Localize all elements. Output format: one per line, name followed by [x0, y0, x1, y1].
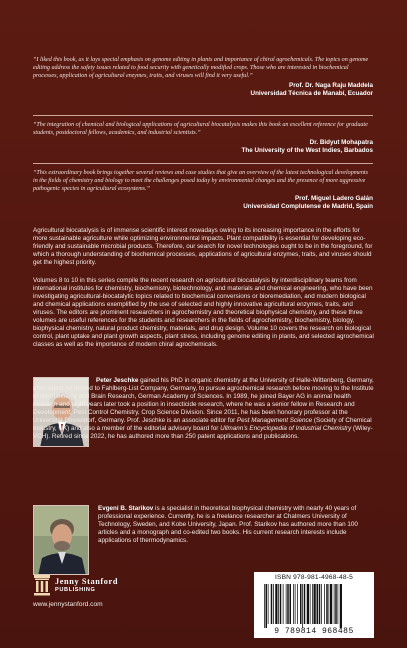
endorsement-quote: “The integration of chemical and biological applications of agricultural biocatalysis makes this book an excellent reference for graduate students, postdoctoral fellows, academics, and industrial scientists.”: [33, 122, 368, 137]
divider: [33, 115, 373, 116]
barcode-bars: [264, 584, 364, 628]
publisher-subtitle: PUBLISHING: [55, 587, 96, 593]
endorsement-2: [33, 121, 373, 155]
author-bio-text: (Wiley-VCH). Retired since 2022, he has authored more than 250 patent applications and publications.: [33, 425, 373, 441]
endorsement-quote: “This extraordinary book brings together several reviews and case studies that give an overview of the latest technological developments in the fields of chemistry and biology to meet the challenges posed today by environmental changes and the presence of more aggressive pathogenic species in agricultural ecosystems.”: [33, 170, 368, 193]
endorsement-name: Dr. Bidyut Mohapatra: [309, 139, 373, 147]
author-bio-starikov: [98, 505, 374, 545]
author-name: Evgeni B. Starikov: [98, 505, 154, 512]
encyclopedia-title: Ullmann’s Encyclopedia of Industrial Chemistry: [220, 425, 352, 433]
author-bio-text: (Society of Chemical Industry, UK) and also a member of the editorial advisory board for: [33, 417, 372, 433]
description-paragraph: Volumes 8 to 10 in this series compile the recent research on agricultural biocatalysis by interdisciplinary teams from international institutes for chemistry, biochemistry, biotechnology, and materials and chemical engineering, who have been investigating agricultural-biocatalytic topics related to biochemical conversions or bioremediation, and modern biological and chemical applications exemplified by the use of selected and highly innovative agricultural enzymes, traits, and viruses. The editors are prominent researchers in agrochemistry and theoretical biophysical chemistry, and these three volumes are useful references for the students and researchers in the fields of agrochemistry, biochemistry, biology, biophysical chemistry, natural product chemistry, materials, and drug design. Volume 10 covers the research on biological control, plant uptake and plant growth aspects, plant stress, including genome editing in plants, and selected agrochemical classes as well as the importance of modern chiral agrochemicals.: [33, 277, 374, 349]
author-bio-text: gained his PhD in organic chemistry at the University of Halle-Wittenberg, Germany, after which he moved to Fahlberg-List Company, Germany, to pursue agrochemical research before moving to the Institute of Neurobiology and Brain Research, German Academy of Sciences. In 1989, he joined Bayer AG in animal health research and eight years later took a position in insecticide research, where he was a senior fellow in Research and Development, Pest Control Chemistry, Crop Science Division. Since 2011, he has been honorary professor at the Universität Düsseldorf, Germany. Prof. Jeschke is an associate editor for: [33, 377, 374, 425]
endorsement-1: [33, 56, 373, 98]
column-icon: [33, 574, 51, 596]
publisher-url[interactable]: www.jennystanford.com: [33, 601, 103, 608]
author-name: Peter Jeschke: [96, 377, 139, 384]
publisher-name: Jenny Stanford: [55, 577, 119, 586]
isbn-barcode: [254, 572, 374, 638]
journal-title: Pest Management Science: [236, 417, 313, 425]
isbn-label: ISBN 978-981-4968-48-5: [274, 574, 354, 581]
publisher-logo: [33, 574, 183, 614]
endorsement-institution: Universidad Técnica de Manabí, Ecuador: [250, 90, 373, 98]
author-bio-jeschke: [33, 377, 374, 441]
endorsement-3: [33, 169, 373, 211]
endorsement-name: Prof. Miguel Ladero Galán: [294, 195, 373, 203]
endorsement-quote: “I liked this book, as it lays special emphasis on genome editing in plants and importance of chiral agrochemicals. The topics on genome editing address the safety issues related to food security with genetically modified crops. Those who are interested in biochemical processes, application of agricultural enzymes, traits, and viruses will find it very useful.”: [33, 57, 369, 80]
description-paragraph: Agricultural biocatalysis is of immense scientific interest nowadays owing to its increasing importance in the efforts for more sustainable agriculture while optimizing environmental impacts. Plant compatibility is essential for developing eco-friendly and sustainable microbial products. Therefore, our search for novel technologies ought to be in the foreground, for which a thorough understanding of biochemical processes, applications of agricultural enzymes, traits, and viruses should get the highest priority.: [33, 227, 373, 267]
endorsement-institution: The University of the West Indies, Barbados: [241, 147, 373, 155]
endorsement-institution: Universidad Complutense de Madrid, Spain: [243, 203, 373, 211]
author-photo-starikov: [33, 505, 89, 575]
endorsement-name: Prof. Dr. Naga Raju Maddela: [289, 82, 373, 90]
divider: [33, 163, 373, 164]
author-bio-text: is a specialist in theoretical biophysical chemistry with nearly 40 years of professional experience. Currently, he is a freelance researcher at Chalmers University of Technology, Sweden, and Kobe University, Japan. Prof. Starikov has authored more than 100 articles and a monograph and co-edited two books. His current research interests include applications of thermodynamics.: [98, 505, 358, 545]
portrait-image: [34, 506, 89, 575]
isbn-digits: 9 789814 968485: [274, 627, 354, 636]
